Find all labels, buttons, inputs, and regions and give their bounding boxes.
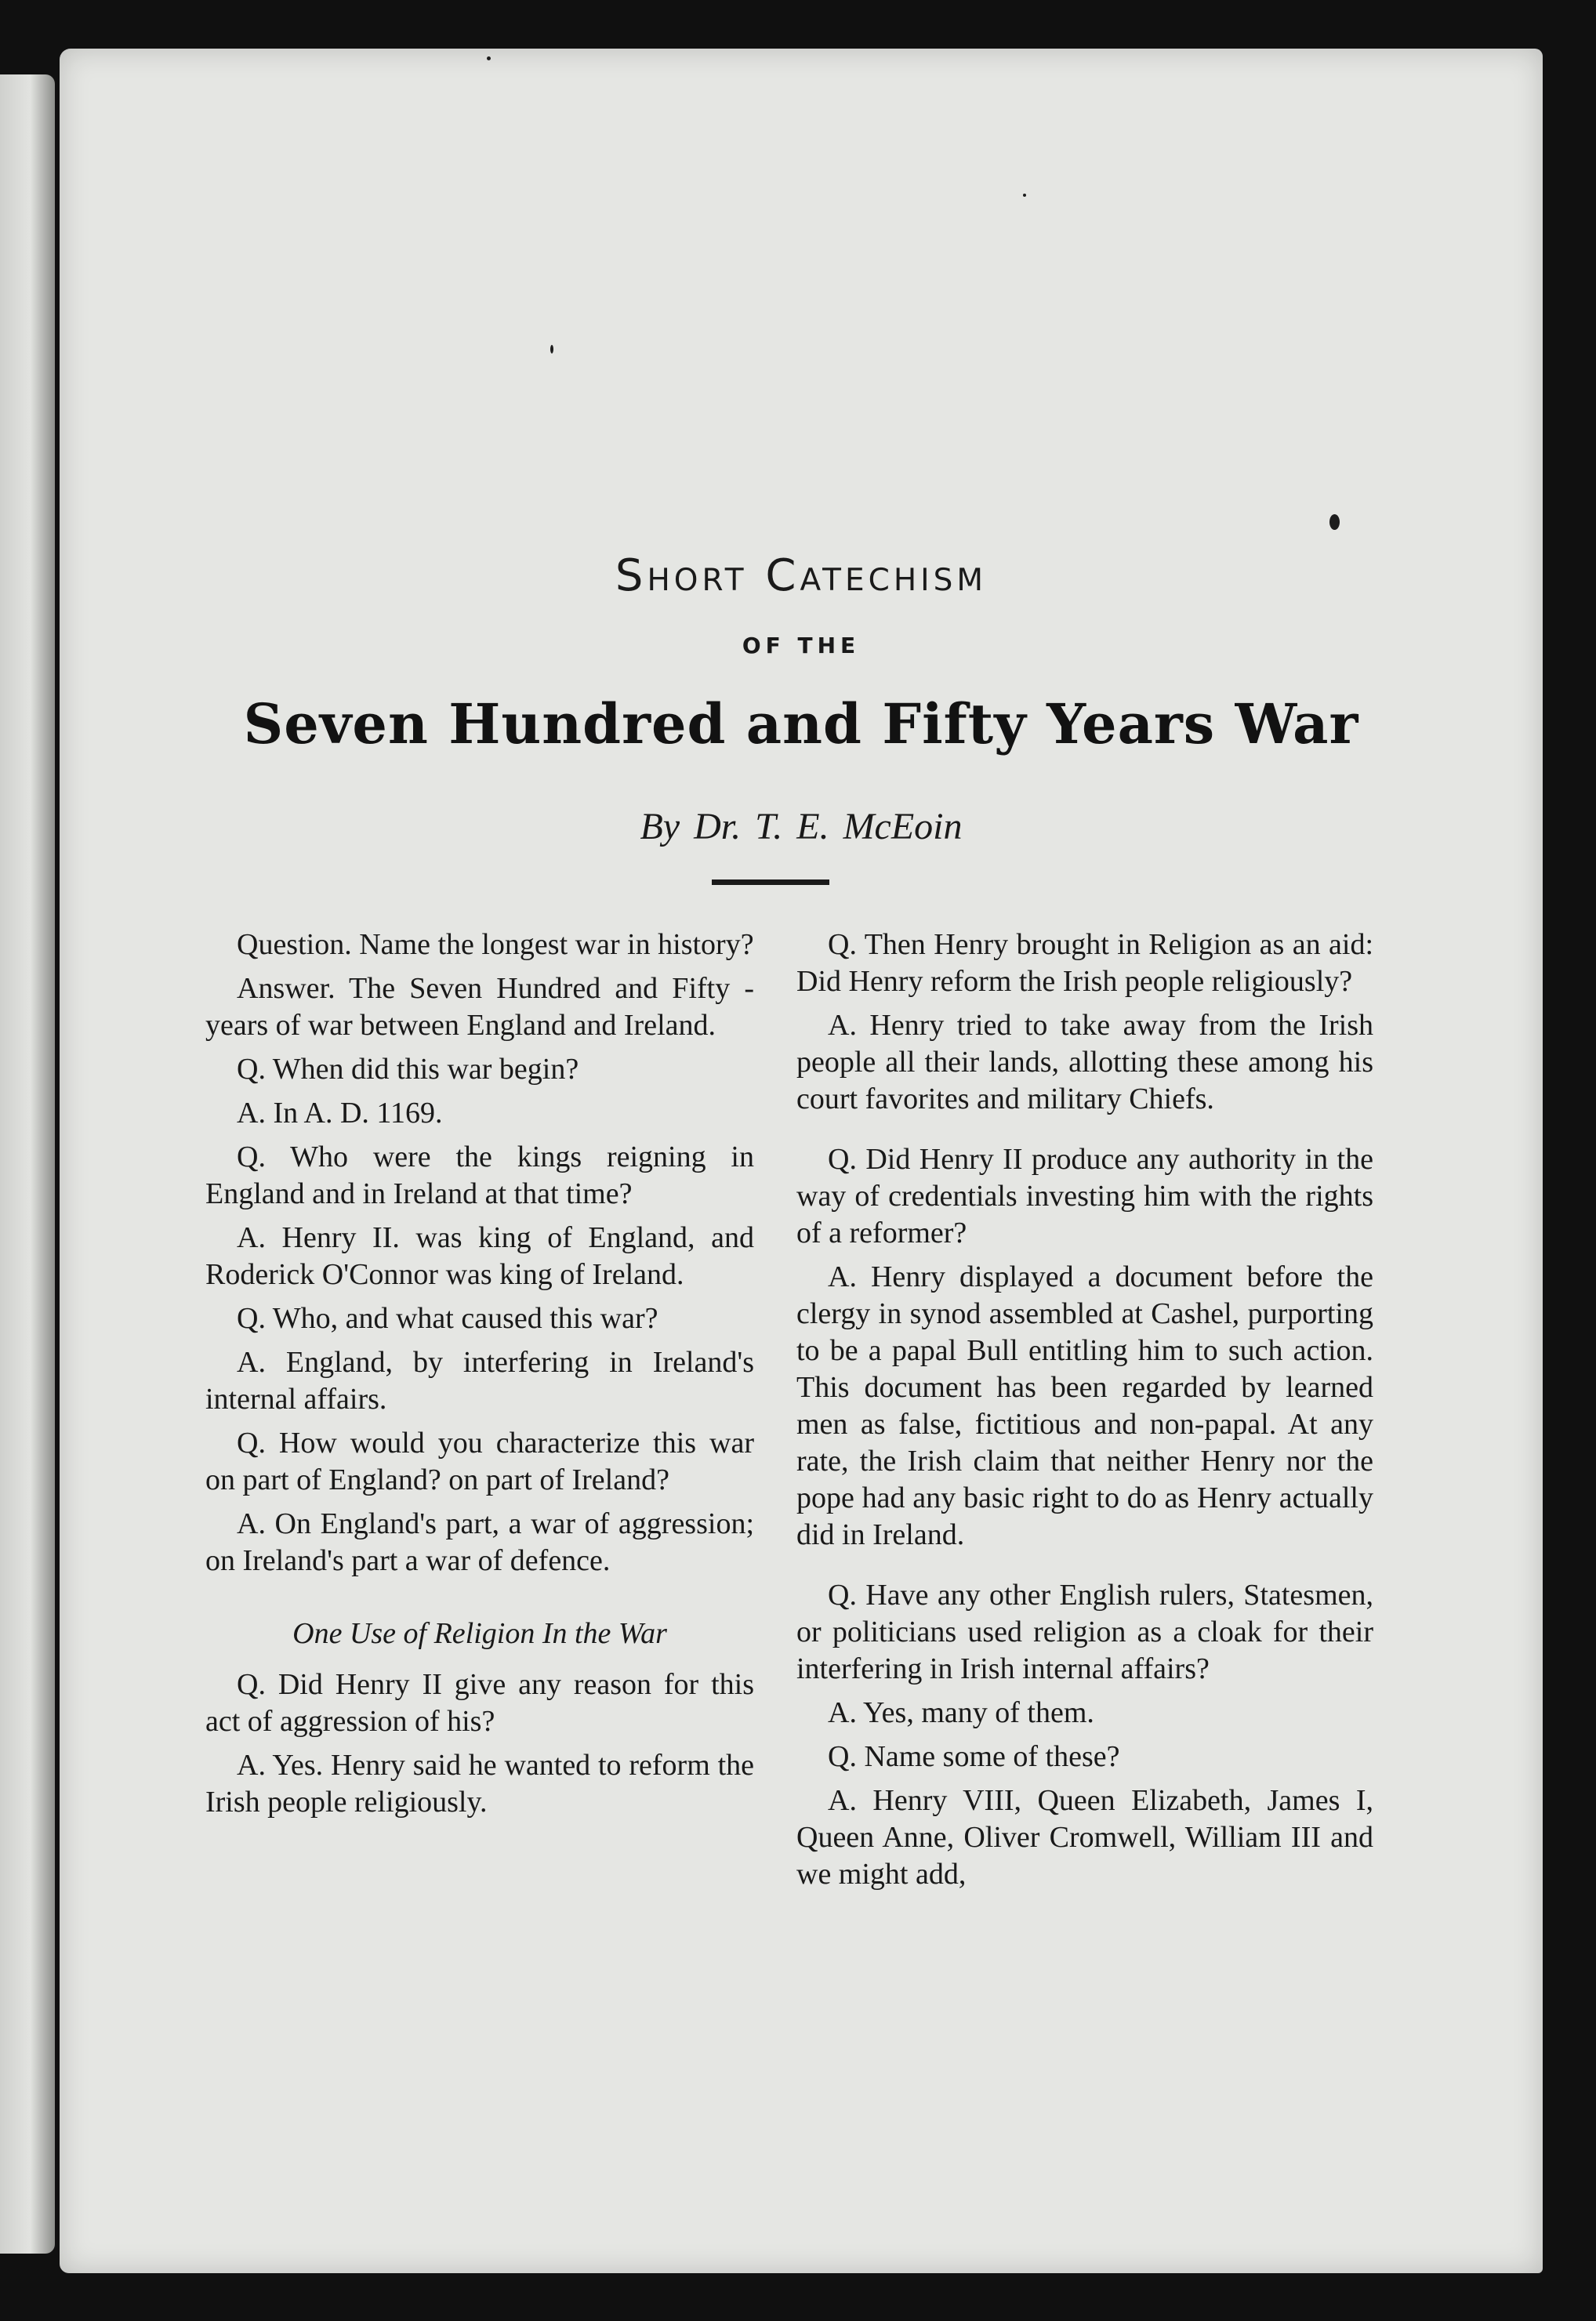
paragraph: Q. Have any other English rulers, Statesmen, or politicians used religion as a cloak for their interfering in Irish internal affairs?: [796, 1579, 1373, 1685]
title-divider: [712, 879, 829, 885]
paragraph: Q. Did Henry II give any reason for this act of aggression of his?: [205, 1668, 754, 1738]
paragraph: Answer. The Seven Hundred and Fifty -years of war between England and Ireland.: [205, 972, 754, 1042]
paragraph: A. Henry displayed a document before the clergy in synod assembled at Cashel, purporting to be a papal Bull entitling him to such action. This document has been regarded by learned men as false, fictitious and non-papal. At any rate, the Irish claim that neither Henry nor the pope had any basic right to do as Henry actually did in Ireland.: [796, 1260, 1373, 1551]
paragraph: A. Henry tried to take away from the Irish people all their lands, allotting these among his court favorites and military Chiefs.: [796, 1009, 1373, 1115]
section-heading: One Use of Religion In the War: [292, 1617, 667, 1650]
document-subtitle: Seven Hundred and Fifty Years War: [243, 691, 1359, 756]
paragraph: Q. Name some of these?: [828, 1740, 1120, 1773]
author-byline: By Dr. T. E. McEoin: [640, 806, 963, 847]
paragraph: A. Yes. Henry said he wanted to reform the Irish people religiously.: [205, 1749, 754, 1819]
right-column: [796, 927, 1373, 1900]
paragraph: A. Henry II. was king of England, and Roderick O'Connor was king of Ireland.: [205, 1221, 754, 1291]
left-column: [205, 927, 754, 1828]
paragraph: A. In A. D. 1169.: [237, 1097, 443, 1130]
paragraph: A. England, by interfering in Ireland's internal affairs.: [205, 1346, 754, 1416]
document-page: [60, 49, 1543, 2273]
paragraph: Q. Who, and what caused this war?: [237, 1302, 658, 1335]
paragraph: Q. Then Henry brought in Religion as an aid: Did Henry reform the Irish people religiously?: [796, 928, 1373, 998]
paragraph: Q. Did Henry II produce any authority in the way of credentials investing him with the rights of a reformer?: [796, 1143, 1373, 1249]
paragraph: Q. When did this war begin?: [237, 1053, 579, 1086]
adjacent-page-edge: [0, 74, 55, 2254]
paragraph: Question. Name the longest war in history?: [237, 928, 754, 961]
ink-speck: [487, 56, 491, 60]
paragraph: A. On England's part, a war of aggression; on Ireland's part a war of defence.: [205, 1507, 754, 1577]
document-title: Short Catechism: [615, 550, 988, 601]
ink-speck: [550, 345, 553, 354]
paragraph: A. Henry VIII, Queen Elizabeth, James I, Queen Anne, Oliver Cromwell, William III and we might add,: [796, 1784, 1373, 1891]
ink-speck: [1023, 194, 1026, 197]
paragraph: Q. How would you characterize this war on part of England? on part of Ireland?: [205, 1427, 754, 1496]
paragraph: A. Yes, many of them.: [828, 1696, 1094, 1729]
paragraph: Q. Who were the kings reigning in England and in Ireland at that time?: [205, 1141, 754, 1210]
ink-speck: [1329, 514, 1340, 530]
title-connector: OF THE: [742, 633, 861, 658]
